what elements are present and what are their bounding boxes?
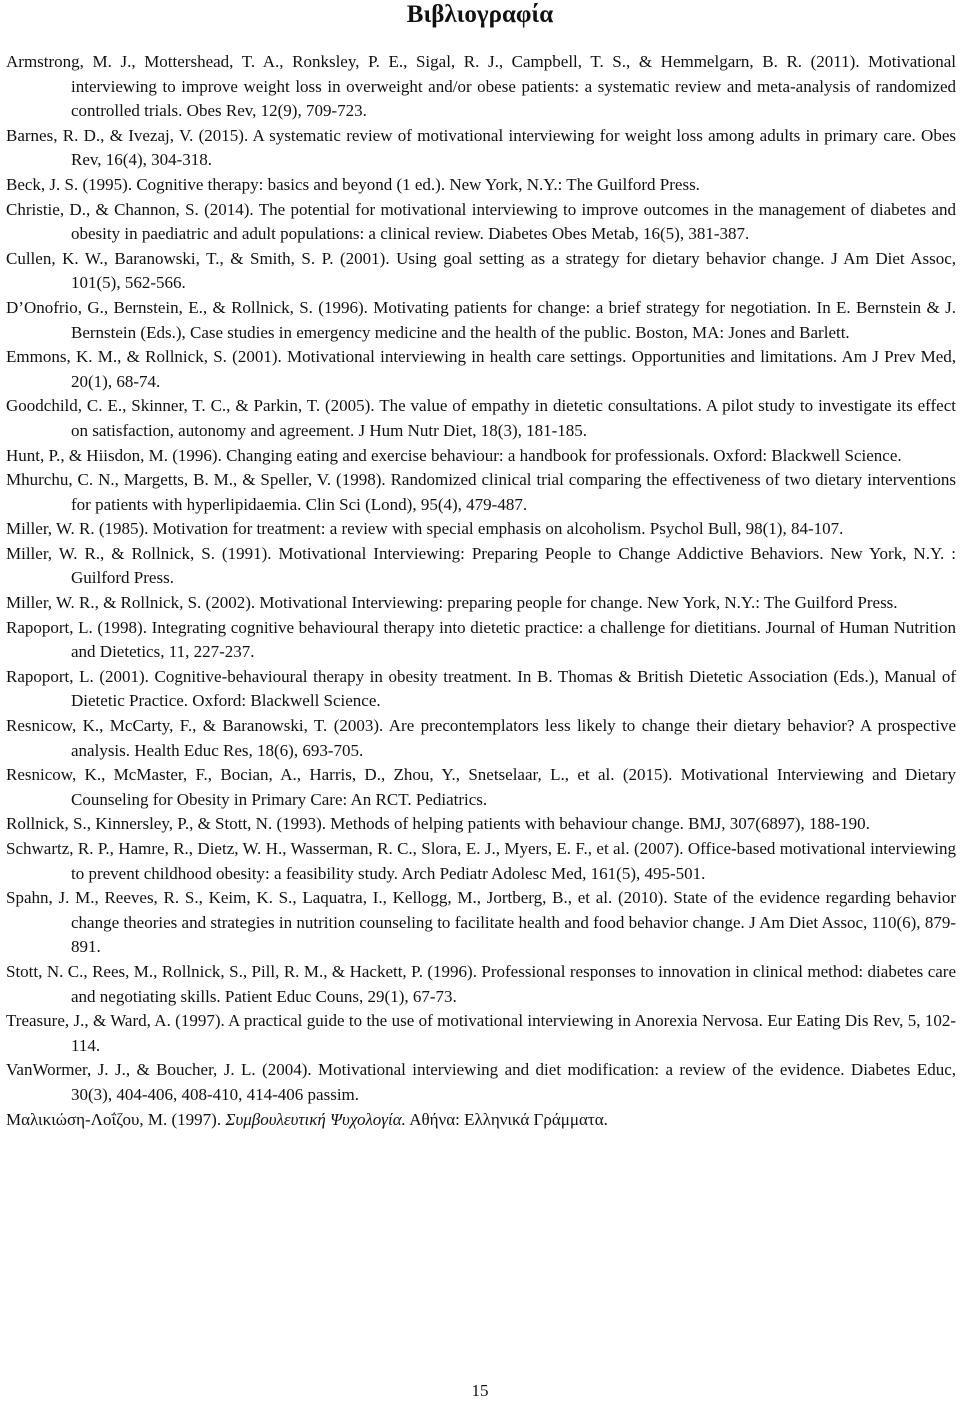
reference-barnes-2015: Barnes, R. D., & Ivezaj, V. (2015). A systematic review of motivational interviewing for weight loss among adults in primary care. Obes Rev, 16(4), 304-318. [6,125,956,170]
reference-vanwormer-2004: VanWormer, J. J., & Boucher, J. L. (2004). Motivational interviewing and diet modification: a review of the evidence. Diabetes Educ, 30(3), 404-406, 408-410, 414-406 passim. [6,1060,956,1104]
reference-list [6,50,956,1132]
reference-resnicow-2015: Resnicow, K., McMaster, F., Bocian, A., Harris, D., Zhou, Y., Snetselaar, L., et al. (2015). Motivational Interviewing and Dietary Counseling for Obesity in Primary Care: An RCT. Pediatrics. [6,765,956,809]
reference-rapoport-1998: Rapoport, L. (1998). Integrating cognitive behavioural therapy into dietetic practice: a challenge for dietitians. Journal of Human Nutrition and Dietetics, 11, 227-237. [6,617,956,662]
reference-miller-1985: Miller, W. R. (1985). Motivation for treatment: a review with special emphasis on alcoholism. Psychol Bull, 98(1), 84-107. [6,519,844,539]
page-title: Βιβλιογραφία [406,1,554,28]
reference-stott-1996: Stott, N. C., Rees, M., Rollnick, S., Pill, R. M., & Hackett, P. (1996). Professional responses to innovation in clinical method: diabetes care and negotiating skills. Patient Educ Couns, 29(1), 67-73. [6,961,956,1006]
reference-spahn-2010: Spahn, J. M., Reeves, R. S., Keim, K. S., Laquatra, I., Kellogg, M., Jortberg, B., et al. (2010). State of the evidence regarding behavior change theories and strategies in nutrition counseling to facilitate health and food behavior change. J Am Diet Assoc, 110(6), 879-891. [6,888,956,957]
reference-donofrio-1996: D’Onofrio, G., Bernstein, E., & Rollnick, S. (1996). Motivating patients for change: a brief strategy for negotiation. In E. Bernstein & J. Bernstein (Eds.), Case studies in emergency medicine and the health of the public. Boston, MA: Jones and Barlett. [6,297,956,342]
reference-mhurchu-1998: Mhurchu, C. N., Margetts, B. M., & Speller, V. (1998). Randomized clinical trial comparing the effectiveness of two dietary interventions for patients with hyperlipidaemia. Clin Sci (Lond), 95(4), 479-487. [6,470,956,514]
reference-emmons-2001: Emmons, K. M., & Rollnick, S. (2001). Motivational interviewing in health care settings. Opportunities and limitations. Am J Prev Med, 20(1), 68-74. [6,347,956,391]
reference-author: Μαλικιώση-Λοΐζου, Μ. (1997). [6,1109,222,1129]
reference-beck-1995: Beck, J. S. (1995). Cognitive therapy: basics and beyond (1 ed.). New York, N.Y.: The Guilford Press. [6,174,700,194]
reference-treasure-1997: Treasure, J., & Ward, A. (1997). A practical guide to the use of motivational interviewing in Anorexia Nervosa. Eur Eating Dis Rev, 5, 102-114. [6,1011,956,1055]
reference-malikiosi-1997 [6,1108,956,1133]
reference-rollnick-1993: Rollnick, S., Kinnersley, P., & Stott, N. (1993). Methods of helping patients with behaviour change. BMJ, 307(6897), 188-190. [6,814,870,834]
reference-rapoport-2001: Rapoport, L. (2001). Cognitive-behavioural therapy in obesity treatment. In B. Thomas & British Dietetic Association (Eds.), Manual of Dietetic Practice. Oxford: Blackwell Science. [6,666,956,711]
reference-armstrong-2011: Armstrong, M. J., Mottershead, T. A., Ronksley, P. E., Sigal, R. J., Campbell, T. S., & Hemmelgarn, B. R. (2011). Motivational interviewing to improve weight loss in overweight and/or obese patients: a systematic review and meta-analysis of randomized controlled trials. Obes Rev, 12(9), 709-723. [6,52,956,121]
reference-resnicow-2003: Resnicow, K., McCarty, F., & Baranowski, T. (2003). Are precontemplators less likely to change their dietary behavior? A prospective analysis. Health Educ Res, 18(6), 693-705. [6,716,956,760]
reference-hunt-1996: Hunt, P., & Hiisdon, M. (1996). Changing eating and exercise behaviour: a handbook for professionals. Oxford: Blackwell Science. [6,445,902,465]
reference-cullen-2001: Cullen, K. W., Baranowski, T., & Smith, S. P. (2001). Using goal setting as a strategy for dietary behavior change. J Am Diet Assoc, 101(5), 562-566. [6,248,956,293]
reference-schwartz-2007: Schwartz, R. P., Hamre, R., Dietz, W. H., Wasserman, R. C., Slora, E. J., Myers, E. F., et al. (2007). Office-based motivational interviewing to prevent childhood obesity: a feasibility study. Arch Pediatr Adolesc Med, 161(5), 495-501. [6,839,956,883]
reference-miller-2002: Miller, W. R., & Rollnick, S. (2002). Motivational Interviewing: preparing people for change. New York, N.Y.: The Guilford Press. [6,593,898,613]
reference-christie-2014: Christie, D., & Channon, S. (2014). The potential for motivational interviewing to improve outcomes in the management of diabetes and obesity in paediatric and adult populations: a clinical review. Diabetes Obes Metab, 16(5), 381-387. [6,199,956,244]
page-number: 15 [471,1381,489,1400]
reference-goodchild-2005: Goodchild, C. E., Skinner, T. C., & Parkin, T. (2005). The value of empathy in dietetic consultations. A pilot study to investigate its effect on satisfaction, autonomy and agreement. J Hum Nutr Diet, 18(3), 181-185. [6,396,956,440]
reference-publisher: Αθήνα: Ελληνικά Γράμματα. [409,1109,608,1129]
reference-miller-1991: Miller, W. R., & Rollnick, S. (1991). Motivational Interviewing: Preparing People to Change Addictive Behaviors. New York, N.Y. : Guilford Press. [6,543,956,588]
reference-book-title: Συμβουλευτική Ψυχολογία. [225,1109,406,1129]
